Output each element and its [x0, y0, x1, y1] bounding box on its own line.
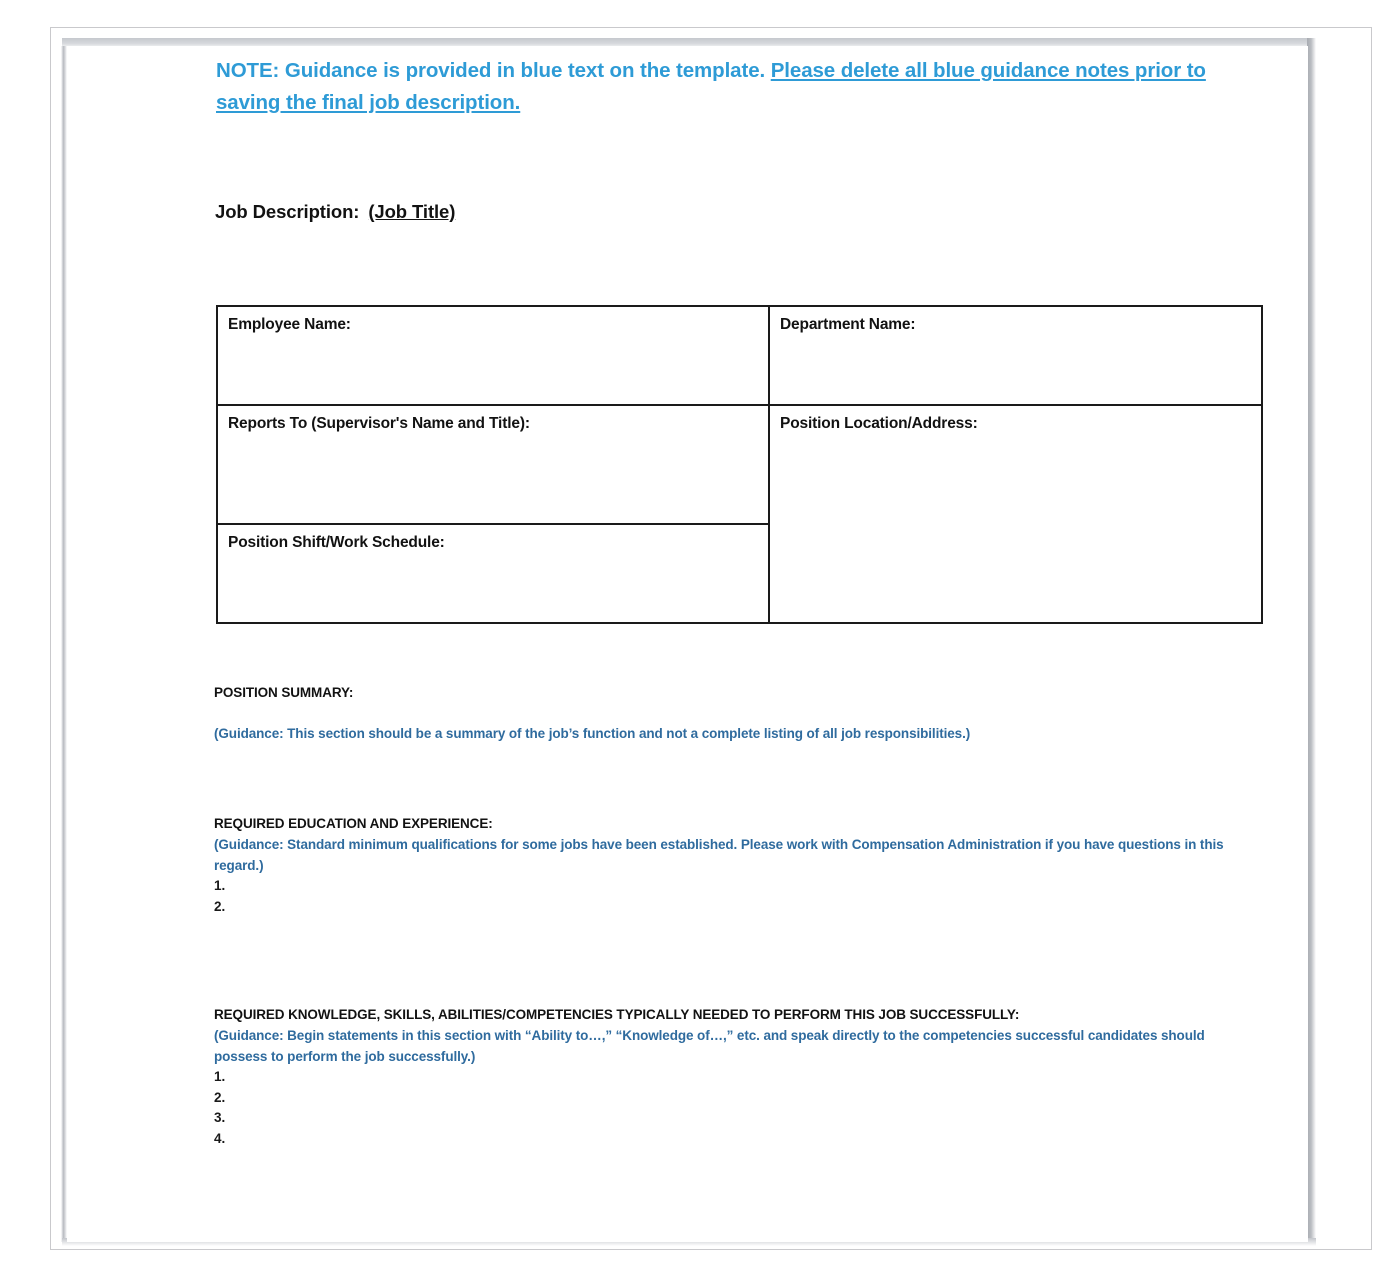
table-row: [217, 405, 1262, 524]
section-required-education: [214, 814, 1224, 917]
list-item: 3.: [214, 1110, 226, 1125]
document-body: [67, 46, 1308, 1242]
note-plain-text: NOTE: Guidance is provided in blue text on the template.: [216, 59, 771, 82]
cell-reports-to: [217, 405, 769, 524]
position-location-label: Position Location/Address:: [780, 415, 978, 432]
cell-department-name: [769, 306, 1262, 405]
list-item: 2.: [214, 1089, 226, 1105]
note-underlined-text: Please delete all blue guidance notes prior to saving the final job description.: [216, 59, 1206, 114]
section-guidance: (Guidance: Standard minimum qualifications for some jobs have been established. Please work with Compensation Administration if you have questions in this regard.): [214, 837, 1224, 873]
employee-name-label: Employee Name:: [228, 316, 351, 333]
document-page: [67, 46, 1308, 1242]
page-right-shadow: [1307, 38, 1316, 1246]
cell-position-shift: [217, 524, 769, 623]
job-title-placeholder: (Job Title): [368, 201, 456, 222]
reports-to-label: Reports To (Supervisor's Name and Title):: [228, 415, 530, 432]
template-note: [216, 55, 1240, 119]
list-item: 1.: [214, 1069, 226, 1084]
cell-position-location: [769, 405, 1262, 623]
list-item: 4.: [214, 1130, 226, 1146]
section-numbered-list: [214, 876, 1224, 917]
section-required-ksa: [214, 1005, 1224, 1149]
job-description-label: Job Description:: [215, 201, 360, 222]
section-heading: REQUIRED EDUCATION AND EXPERIENCE:: [214, 816, 493, 831]
section-heading: POSITION SUMMARY:: [214, 685, 354, 700]
list-item: 1.: [214, 878, 226, 893]
section-numbered-list: [214, 1067, 1224, 1149]
position-info-table: [216, 305, 1263, 624]
section-guidance: (Guidance: This section should be a summary of the job’s function and not a complete listing of all job responsibilities.): [214, 726, 971, 741]
list-item: 2.: [214, 898, 226, 914]
cell-employee-name: [217, 306, 769, 405]
department-name-label: Department Name:: [780, 316, 916, 333]
section-position-summary: [214, 683, 1224, 745]
page-title: [215, 201, 455, 223]
position-shift-label: Position Shift/Work Schedule:: [228, 534, 445, 551]
table-row: [217, 306, 1262, 405]
section-heading: REQUIRED KNOWLEDGE, SKILLS, ABILITIES/COMPETENCIES TYPICALLY NEEDED TO PERFORM THIS JOB SUCCESSFULLY:: [214, 1007, 1020, 1022]
section-guidance: (Guidance: Begin statements in this section with “Ability to…,” “Knowledge of…,” etc. and speak directly to the competencies successful candidates should possess to perform the job successfully.): [214, 1028, 1205, 1064]
